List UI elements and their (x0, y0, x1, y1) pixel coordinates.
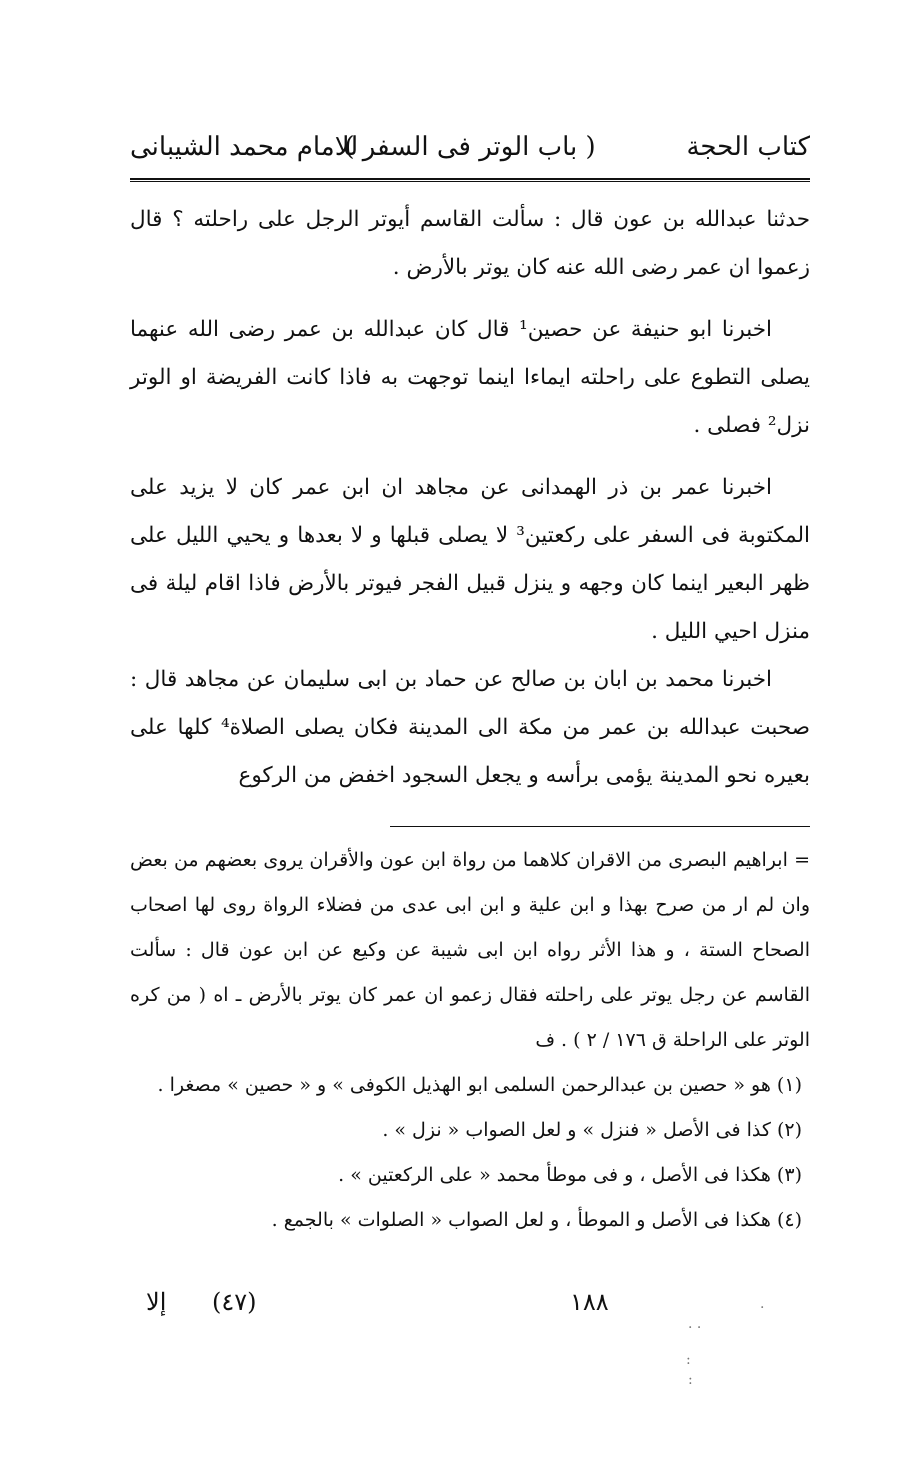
footnote-continuation: = ابراهيم البصرى من الاقران كلاهما من رواة ابن عون والأقران يروى بعضهم من بعض وان لم ار من صرح بهذا و ابن علية و ابن ابى عدى من فضلاء الرواة روى لها اصحاب الصحاح الستة ، و هذا الأثر رواه ابن ابى شيبة عن وكيع عن ابن عون قال : سألت القاسم عن رجل يوتر على راحلته فقال زعمو ان عمر كان يوتر بالأرض ـ اه ( من كره الوتر على الراحلة ق ١٧٦ / ٢ ) . ف (130, 849, 810, 1051)
footnote-separator (390, 826, 810, 827)
main-text (130, 196, 810, 800)
author-name: للامام محمد الشيبانى (130, 132, 359, 162)
page-number: ١٨٨ (570, 1288, 609, 1316)
chapter-title: ( باب الوتر فى السفر ) (344, 132, 596, 162)
footnote: (٢) كذا فى الأصل « فنزل » و لعل الصواب « نزل » . (382, 1119, 802, 1141)
scan-speck: : (686, 1352, 691, 1368)
scan-speck: · · (688, 1320, 702, 1336)
header-rule (130, 178, 810, 182)
catchword: إلا (146, 1288, 167, 1316)
book-title: كتاب الحجة (686, 132, 810, 162)
scan-speck: · (760, 1300, 765, 1316)
paragraph: حدثنا عبدالله بن عون قال : سألت القاسم أيوتر الرجل على راحلته ؟ قال زعموا ان عمر رضى الله عنه كان يوتر بالأرض . (130, 207, 810, 280)
footnote: (٣) هكذا فى الأصل ، و فى موطأ محمد « على الركعتين » . (338, 1164, 802, 1186)
footnote: (٤) هكذا فى الأصل و الموطأ ، و لعل الصواب « الصلوات » بالجمع . (271, 1209, 802, 1231)
signature-number: (٤٧) (212, 1288, 257, 1316)
paragraph: اخبرنا محمد بن ابان بن صالح عن حماد بن ابى سليمان عن مجاهد قال : صحبت عبدالله بن عمر من مكة الى المدينة فكان يصلى الصلاة⁴ كلها على بعيره نحو المدينة يؤمى برأسه و يجعل السجود اخفض من الركوع (130, 667, 810, 788)
scan-speck: : (688, 1372, 693, 1388)
paragraph: اخبرنا عمر بن ذر الهمدانى عن مجاهد ان ابن عمر كان لا يزيد على المكتوبة فى السفر على ركعتين³ لا يصلى قبلها و لا بعدها و يحيي الليل على ظهر البعير اينما كان وجهه و ينزل قبيل الفجر فيوتر بالأرض فاذا اقام ليلة فى منزل احيي الليل . (130, 475, 810, 644)
running-header (130, 132, 810, 176)
footnotes (130, 838, 810, 1243)
footnote: (١) هو « حصين بن عبدالرحمن السلمى ابو الهذيل الكوفى » و « حصين » مصغرا . (157, 1074, 802, 1096)
paragraph: اخبرنا ابو حنيفة عن حصين¹ قال كان عبدالله بن عمر رضى الله عنهما يصلى التطوع على راحلته ايماءا اينما توجهت به فاذا كانت الفريضة او الوتر نزل² فصلى . (130, 317, 810, 438)
page-footer (130, 1288, 810, 1328)
